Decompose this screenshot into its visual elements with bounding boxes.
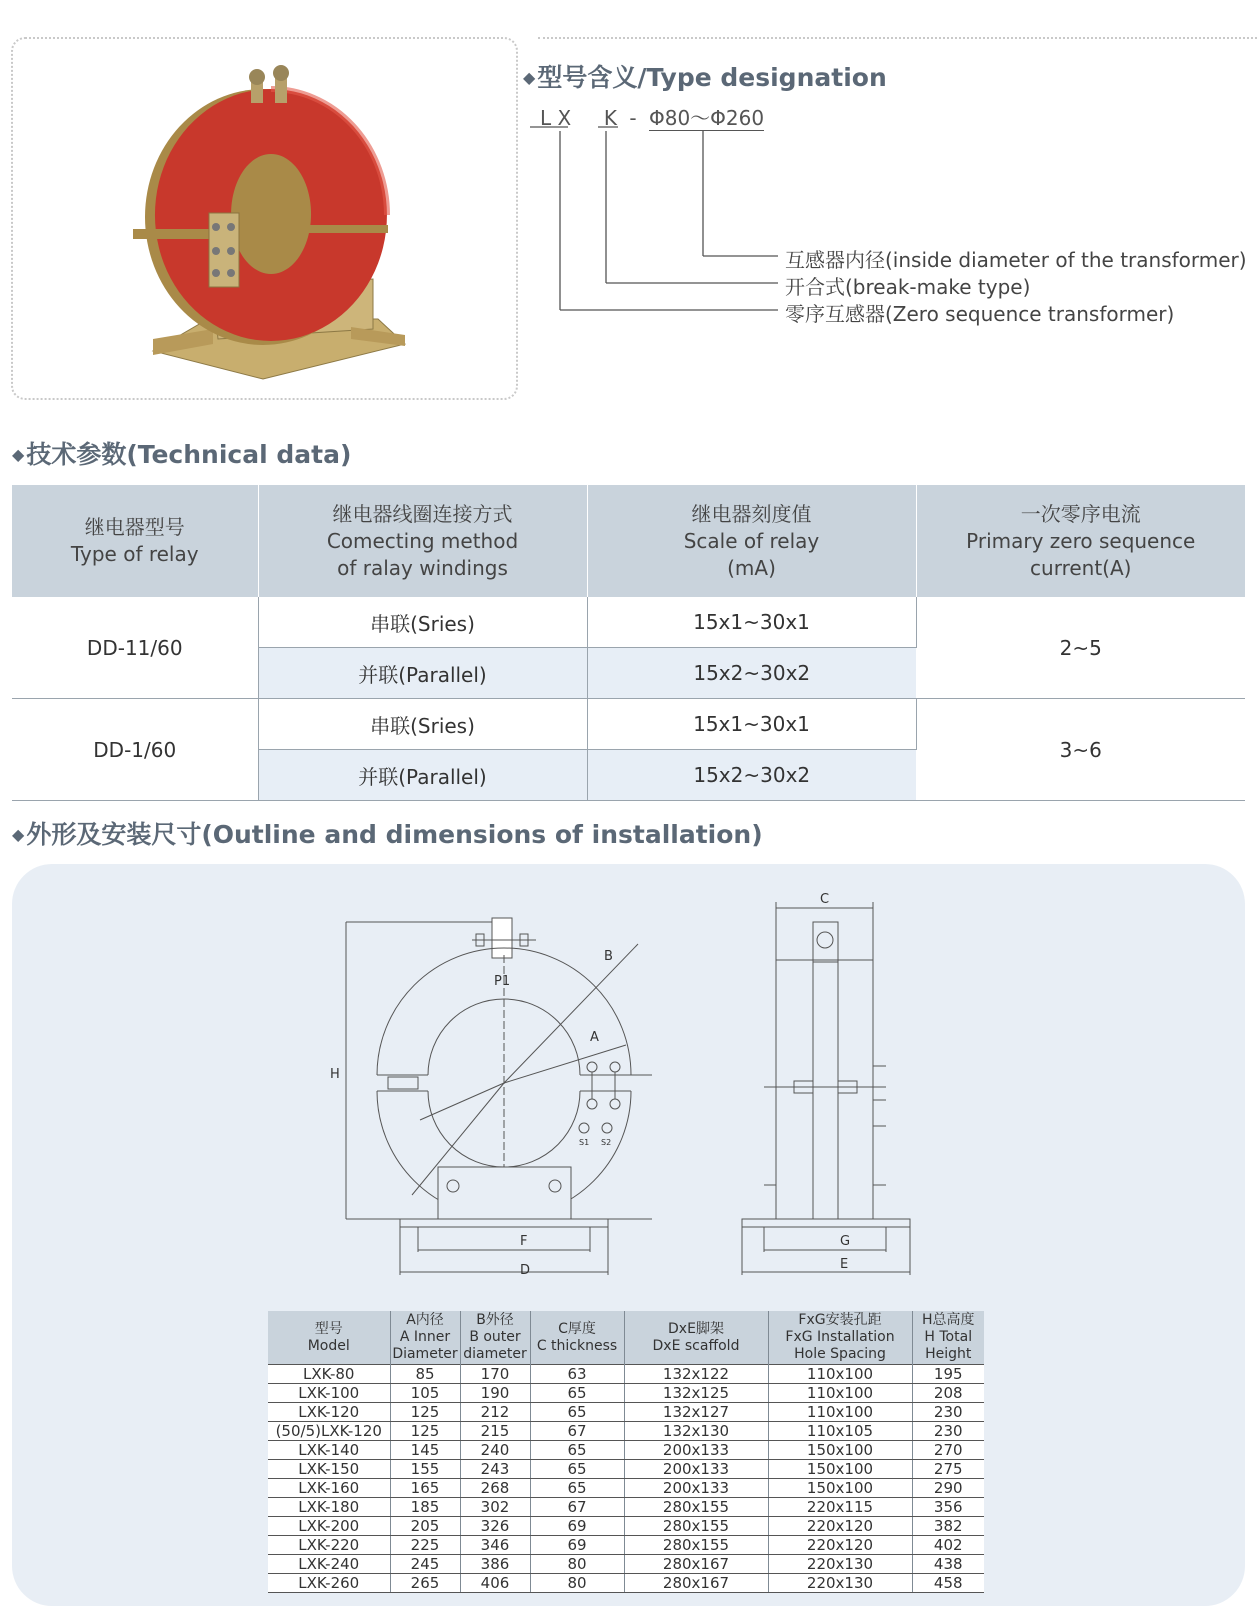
method-cell: 串联(Sries) — [258, 597, 587, 648]
table-cell: 205 — [390, 1517, 460, 1536]
header-relay-type: 继电器型号 Type of relay — [12, 485, 258, 597]
table-row — [268, 1365, 984, 1384]
table-cell: 65 — [530, 1403, 624, 1422]
table-cell: 80 — [530, 1574, 624, 1593]
table-cell: 105 — [390, 1384, 460, 1403]
table-row — [268, 1498, 984, 1517]
table-cell: 230 — [912, 1422, 984, 1441]
table-cell: 65 — [530, 1460, 624, 1479]
scale-cell: 15x2~30x2 — [587, 648, 916, 699]
header-divider — [538, 37, 1257, 39]
table-cell: 402 — [912, 1536, 984, 1555]
dimensions-table — [268, 1311, 984, 1593]
table-cell: 132x127 — [624, 1403, 768, 1422]
table-row — [268, 1479, 984, 1498]
table-cell: 65 — [530, 1479, 624, 1498]
table-cell: 185 — [390, 1498, 460, 1517]
current-cell: 2~5 — [916, 597, 1245, 699]
table-cell: 150x100 — [768, 1479, 912, 1498]
table-cell: 220x115 — [768, 1498, 912, 1517]
outline-title: ◆外形及安装尺寸(Outline and dimensions of installation) — [12, 820, 763, 849]
scale-cell: 15x1~30x1 — [587, 699, 916, 750]
table-cell: 268 — [460, 1479, 530, 1498]
table-cell: LXK-150 — [268, 1460, 390, 1479]
product-photo-frame — [11, 37, 518, 400]
table-cell: 69 — [530, 1517, 624, 1536]
table-cell: 65 — [530, 1384, 624, 1403]
table-cell: 275 — [912, 1460, 984, 1479]
table-row — [12, 597, 1245, 648]
table-cell: 132x130 — [624, 1422, 768, 1441]
table-cell: 220x130 — [768, 1574, 912, 1593]
header-scale: 继电器刻度值 Scale of relay (mA) — [587, 485, 916, 597]
meaning-break-make: 开合式(break-make type) — [785, 275, 1031, 299]
scale-cell: 15x2~30x2 — [587, 750, 916, 801]
table-cell: 67 — [530, 1498, 624, 1517]
table-cell: LXK-80 — [268, 1365, 390, 1384]
label-g: G — [840, 1234, 851, 1249]
table-cell: LXK-160 — [268, 1479, 390, 1498]
relay-cell: DD-11/60 — [12, 597, 258, 699]
table-row — [268, 1441, 984, 1460]
table-cell: 110x100 — [768, 1403, 912, 1422]
header-primary-current: 一次零序电流 Primary zero sequence current(A) — [916, 485, 1245, 597]
table-cell: LXK-260 — [268, 1574, 390, 1593]
table-cell: 63 — [530, 1365, 624, 1384]
label-b: B — [604, 949, 613, 964]
table-cell: 280x155 — [624, 1536, 768, 1555]
table-cell: 145 — [390, 1441, 460, 1460]
table-cell: LXK-140 — [268, 1441, 390, 1460]
table-cell: LXK-100 — [268, 1384, 390, 1403]
scale-cell: 15x1~30x1 — [587, 597, 916, 648]
type-code-k: K — [603, 106, 618, 130]
table-cell: 240 — [460, 1441, 530, 1460]
dims-header-a: A内径 A Inner Diameter — [390, 1311, 460, 1365]
table-cell: 200x133 — [624, 1479, 768, 1498]
table-row — [268, 1536, 984, 1555]
technical-data-title: ◆技术参数(Technical data) — [12, 440, 352, 469]
table-row — [268, 1460, 984, 1479]
table-row — [268, 1517, 984, 1536]
label-f: F — [520, 1234, 528, 1249]
label-e: E — [840, 1257, 849, 1272]
table-cell: 85 — [390, 1365, 460, 1384]
table-cell: 190 — [460, 1384, 530, 1403]
table-cell: 155 — [390, 1460, 460, 1479]
table-cell: 215 — [460, 1422, 530, 1441]
type-code-lx: L X — [540, 106, 572, 130]
table-cell: 382 — [912, 1517, 984, 1536]
table-cell: LXK-180 — [268, 1498, 390, 1517]
table-cell: 458 — [912, 1574, 984, 1593]
table-row — [12, 699, 1245, 750]
dims-header-model: 型号 Model — [268, 1311, 390, 1365]
product-photo — [13, 39, 520, 402]
table-cell: 195 — [912, 1365, 984, 1384]
meaning-zero-sequence: 零序互感器(Zero sequence transformer) — [785, 302, 1175, 326]
table-cell: 280x167 — [624, 1555, 768, 1574]
table-cell: LXK-220 — [268, 1536, 390, 1555]
dims-header-c: C厚度 C thickness — [530, 1311, 624, 1365]
header-connecting-method: 继电器线圈连接方式 Comecting method of ralay windings — [258, 485, 587, 597]
current-cell: 3~6 — [916, 699, 1245, 801]
table-row — [268, 1574, 984, 1593]
table-cell: 406 — [460, 1574, 530, 1593]
table-cell: 67 — [530, 1422, 624, 1441]
table-cell: 208 — [912, 1384, 984, 1403]
table-cell: LXK-200 — [268, 1517, 390, 1536]
table-row — [268, 1384, 984, 1403]
relay-cell: DD-1/60 — [12, 699, 258, 801]
table-cell: 65 — [530, 1441, 624, 1460]
method-cell: 并联(Parallel) — [258, 648, 587, 699]
label-a: A — [590, 1030, 599, 1045]
table-cell: 270 — [912, 1441, 984, 1460]
table-cell: 302 — [460, 1498, 530, 1517]
label-s2: S2 — [601, 1138, 612, 1147]
table-cell: 220x120 — [768, 1517, 912, 1536]
table-row — [268, 1403, 984, 1422]
table-cell: 225 — [390, 1536, 460, 1555]
table-cell: 356 — [912, 1498, 984, 1517]
table-cell: 326 — [460, 1517, 530, 1536]
table-cell: 280x155 — [624, 1498, 768, 1517]
type-code-range: Φ80～Φ260 — [648, 106, 765, 130]
table-cell: 200x133 — [624, 1460, 768, 1479]
table-cell: 212 — [460, 1403, 530, 1422]
table-cell: 150x100 — [768, 1460, 912, 1479]
table-cell: 280x155 — [624, 1517, 768, 1536]
diamond-bullet-icon: ◆ — [12, 445, 25, 464]
label-p1: P1 — [494, 974, 511, 989]
table-cell: (50/5)LXK-120 — [268, 1422, 390, 1441]
method-cell: 串联(Sries) — [258, 699, 587, 750]
table-cell: 165 — [390, 1479, 460, 1498]
table-cell: 69 — [530, 1536, 624, 1555]
table-cell: 386 — [460, 1555, 530, 1574]
table-cell: 220x130 — [768, 1555, 912, 1574]
type-code-dash: - — [629, 106, 637, 130]
dims-header-dxe: DxE脚架 DxE scaffold — [624, 1311, 768, 1365]
table-cell: 220x120 — [768, 1536, 912, 1555]
dims-header-fxg: FxG安装孔距 FxG Installation Hole Spacing — [768, 1311, 912, 1365]
table-cell: 132x125 — [624, 1384, 768, 1403]
table-cell: 265 — [390, 1574, 460, 1593]
table-cell: LXK-240 — [268, 1555, 390, 1574]
table-cell: 438 — [912, 1555, 984, 1574]
table-cell: LXK-120 — [268, 1403, 390, 1422]
table-cell: 170 — [460, 1365, 530, 1384]
table-cell: 346 — [460, 1536, 530, 1555]
method-cell: 并联(Parallel) — [258, 750, 587, 801]
dims-header-b: B外径 B outer diameter — [460, 1311, 530, 1365]
diamond-bullet-icon: ◆ — [523, 68, 536, 87]
table-cell: 290 — [912, 1479, 984, 1498]
table-cell: 280x167 — [624, 1574, 768, 1593]
diamond-bullet-icon: ◆ — [12, 825, 25, 844]
table-cell: 110x100 — [768, 1365, 912, 1384]
table-cell: 110x105 — [768, 1422, 912, 1441]
label-h: H — [330, 1067, 340, 1082]
table-cell: 230 — [912, 1403, 984, 1422]
table-cell: 110x100 — [768, 1384, 912, 1403]
table-cell: 132x122 — [624, 1365, 768, 1384]
label-s1: S1 — [579, 1138, 590, 1147]
table-cell: 243 — [460, 1460, 530, 1479]
meaning-inner-diameter: 互感器内径(inside diameter of the transformer) — [785, 248, 1247, 272]
label-c: C — [820, 892, 830, 907]
table-cell: 200x133 — [624, 1441, 768, 1460]
label-d: D — [520, 1263, 531, 1278]
table-cell: 125 — [390, 1403, 460, 1422]
technical-data-table — [12, 485, 1245, 801]
table-cell: 125 — [390, 1422, 460, 1441]
table-row — [268, 1555, 984, 1574]
table-cell: 150x100 — [768, 1441, 912, 1460]
table-cell: 80 — [530, 1555, 624, 1574]
type-designation-title: ◆型号含义/Type designation — [523, 63, 887, 92]
type-code — [540, 102, 764, 131]
dims-header-h: H总高度 H Total Height — [912, 1311, 984, 1365]
table-row — [268, 1422, 984, 1441]
table-cell: 245 — [390, 1555, 460, 1574]
